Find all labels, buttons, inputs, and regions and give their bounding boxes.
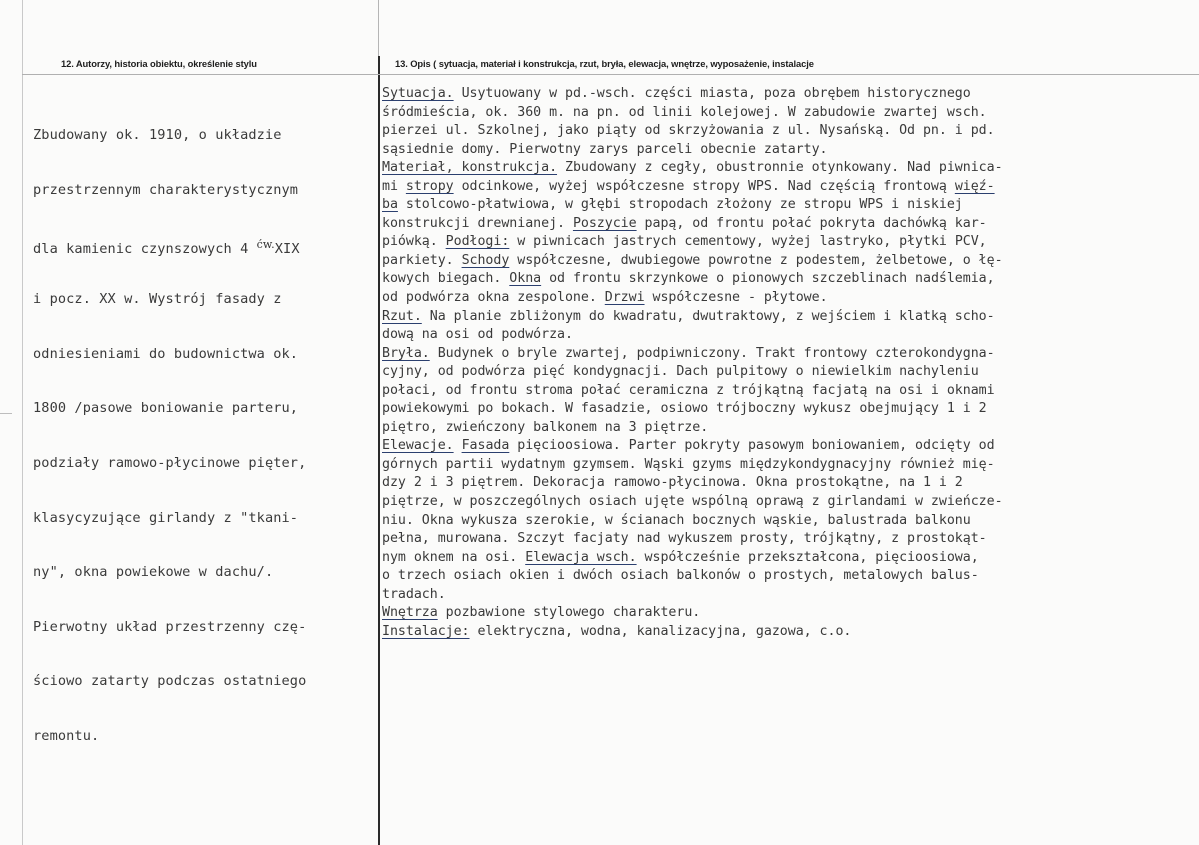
description-line	[382, 308, 1003, 327]
description-line	[382, 215, 1003, 234]
description-text: współczesne - płytowe.	[644, 290, 828, 306]
description-text: pozbawione stylowego charakteru.	[437, 605, 701, 621]
description-line	[382, 345, 1003, 364]
description-text: współczesne, dwubiegowe powrotne z podestem, żelbetowe, o łę-	[509, 252, 1003, 268]
description-line	[382, 252, 1003, 271]
description-text	[454, 438, 462, 453]
underlined-heading: Fasada	[461, 438, 510, 454]
description-line	[382, 122, 1003, 141]
description-text: Na planie zbliżonym do kwadratu, dwutraktowy, z wejściem i klatką scho-	[421, 308, 995, 324]
left-line: podziały ramowo-płycinowe pięter,	[33, 454, 307, 471]
underlined-heading: więź-	[954, 178, 995, 194]
description-text: od frontu skrzynkowe o pionowych szczeblinach nadślemia,	[541, 271, 995, 287]
description-text: o trzech osiach okien i dwóch osiach balkonów o prostych, metalowych balus-	[382, 568, 979, 584]
left-line-text: XIX	[274, 240, 300, 257]
description-text: Usytuowany w pd.-wsch. części miasta, poza obrębem historycznego	[453, 86, 971, 101]
description-text: papą, od frontu połać pokryta dachówką kar-	[636, 215, 987, 231]
description-text: śródmieścia, ok. 360 m. na pn. od linii kolejowej. W zabudowie zwartej wsch.	[382, 104, 987, 120]
underlined-heading: stropy	[405, 178, 454, 194]
underlined-heading: Drzwi	[604, 290, 645, 306]
underlined-heading: Elewacje.	[382, 438, 454, 454]
description-text: Budynek o bryle zwartej, podpiwniczony. Trakt frontowy czterokondygna-	[429, 345, 995, 361]
description-text: od podwórza okna zespolone.	[382, 290, 605, 306]
description-line	[382, 549, 1003, 568]
description-text: niu. Okna wykusza szerokie, w ścianach bocznych wąskie, balustrada balkonu	[382, 512, 971, 528]
description-line	[382, 141, 1003, 160]
description-text: pierzei ul. Szkolnej, jako piąty od skrzyżowania z ul. Nysańską. Od pn. i pd.	[382, 123, 995, 139]
description-text: pełna, murowana. Szczyt facjaty nad wykuszem prosty, trójkątny, z prostokąt-	[382, 531, 987, 547]
column-divider	[378, 56, 380, 845]
description-text: tradach.	[382, 586, 446, 602]
description-line	[382, 104, 1003, 123]
header-rule	[22, 74, 1199, 75]
description-text: powiekowymi po bokach. W fasadzie, osiowo trójboczny wykusz obejmujący 1 i 2	[382, 401, 987, 417]
description-line	[382, 604, 1003, 623]
description-line	[382, 474, 1003, 493]
underlined-heading: Sytuacja.	[382, 86, 454, 101]
left-line: przestrzennym charakterystycznym	[33, 182, 299, 198]
description-text: w piwnicach jastrych cementowy, wyżej lastryko, płytki PCV,	[509, 234, 987, 250]
description-line	[382, 233, 1003, 252]
description-text: cyjny, od podwórza pięć kondygnacji. Dach pulpitowy o niewielkim nachyleniu	[382, 364, 979, 380]
description-line	[382, 567, 1003, 586]
description-text: dzy 2 i 3 piętrem. Dekoracja ramowo-płycinowa. Okna prostokątne, na 1 i 2	[382, 475, 963, 491]
left-line-text: dla kamienic czynszowych 4	[33, 240, 257, 257]
underlined-heading: Elewacja wsch.	[525, 549, 637, 565]
description-line	[382, 270, 1003, 289]
section-12-header: 12. Autorzy, historia obiektu, określenie stylu	[61, 58, 257, 69]
description-text: parkiety.	[382, 252, 462, 268]
left-line: 1800 /pasowe boniowanie parteru,	[33, 400, 299, 417]
description-line	[382, 437, 1003, 456]
description-text: piówką.	[382, 234, 446, 250]
description-text: kowych biegach.	[382, 271, 510, 287]
description-text: współcześnie przekształcona, pięcioosiowa,	[636, 549, 979, 565]
description-line	[382, 530, 1003, 549]
description-line	[382, 196, 1003, 215]
underlined-heading: Wnętrza	[382, 605, 438, 621]
description-line	[382, 85, 1003, 104]
underlined-heading: Materiał, konstrukcja.	[382, 160, 558, 176]
description-text: piętro, zwieńczony balkonem na 3 piętrze.	[382, 419, 709, 435]
handwritten-correction: ćw.	[256, 237, 275, 251]
column-divider-top	[378, 0, 379, 56]
underlined-heading: Rzut.	[382, 308, 422, 324]
description-line	[382, 400, 1003, 419]
description-text: nym oknem na osi.	[382, 549, 526, 565]
left-line: i pocz. XX w. Wystrój fasady z	[33, 291, 282, 308]
authors-history-text	[33, 90, 306, 782]
description-line	[382, 586, 1003, 605]
underlined-heading: Schody	[461, 252, 510, 268]
left-line: Zbudowany ok. 1910, o układzie	[33, 127, 282, 144]
left-line: ny", okna powiekowe w dachu/.	[33, 564, 274, 581]
description-text: stolcowo-płatwiowa, w głębi stropodach złożony ze stropu WPS i niskiej	[397, 197, 963, 213]
description-line	[382, 623, 1003, 642]
underlined-heading: Bryła.	[382, 345, 430, 361]
description-text: mi	[382, 178, 406, 194]
underlined-heading: Okna	[509, 271, 542, 287]
description-line	[382, 159, 1003, 178]
left-line	[33, 236, 306, 257]
description-text: pięcioosiowa. Parter pokryty pasowym boniowaniem, odcięty od	[509, 438, 995, 454]
description-text: Zbudowany z cegły, obustronnie otynkowany. Nad piwnica-	[557, 160, 1003, 176]
underlined-heading: Instalacje:	[382, 623, 470, 639]
left-line: ściowo zatarty podczas ostatniego	[33, 673, 307, 690]
description-text: piętrze, w poszczególnych osiach ujęte wspólną oprawą z girlandami w zwieńcze-	[382, 494, 1003, 510]
underlined-heading: ba	[382, 197, 398, 213]
description-text: połaci, od frontu stroma połać ceramiczna z trójkątną facjatą na osi i oknami	[382, 382, 995, 398]
description-text: odcinkowe, wyżej współczesne stropy WPS. Nad częścią frontową	[453, 178, 955, 194]
description-text: górnych partii wydatnym gzymsem. Wąski gzyms międzykondygnacyjny również mię-	[382, 456, 995, 472]
building-description-text	[382, 85, 1003, 641]
description-line	[382, 419, 1003, 438]
description-text: sąsiednie domy. Pierwotny zarys parceli obecnie zatarty.	[382, 141, 828, 157]
underlined-heading: Podłogi:	[445, 234, 510, 250]
left-line: remontu.	[33, 727, 100, 744]
description-line	[382, 493, 1003, 512]
left-line: klasycyzujące girlandy z "tkani-	[33, 509, 299, 526]
description-line	[382, 512, 1003, 531]
description-text: elektryczna, wodna, kanalizacyjna, gazowa, c.o.	[469, 623, 852, 639]
left-margin-line	[22, 0, 23, 845]
description-line	[382, 178, 1003, 197]
left-line: Pierwotny układ przestrzenny czę-	[33, 618, 307, 635]
section-13-header: 13. Opis ( sytuacja, materiał i konstrukcja, rzut, bryła, elewacja, wnętrze, wyposażenie, instalacje	[395, 58, 814, 69]
underlined-heading: Poszycie	[572, 215, 637, 231]
description-line	[382, 363, 1003, 382]
left-fold-tick	[0, 413, 12, 414]
description-line	[382, 289, 1003, 308]
description-line	[382, 382, 1003, 401]
description-text: konstrukcji drewnianej.	[382, 215, 573, 231]
left-line: odniesieniami do budownictwa ok.	[33, 345, 299, 362]
description-line	[382, 456, 1003, 475]
description-line	[382, 326, 1003, 345]
description-text: dową na osi od podwórza.	[382, 327, 573, 343]
